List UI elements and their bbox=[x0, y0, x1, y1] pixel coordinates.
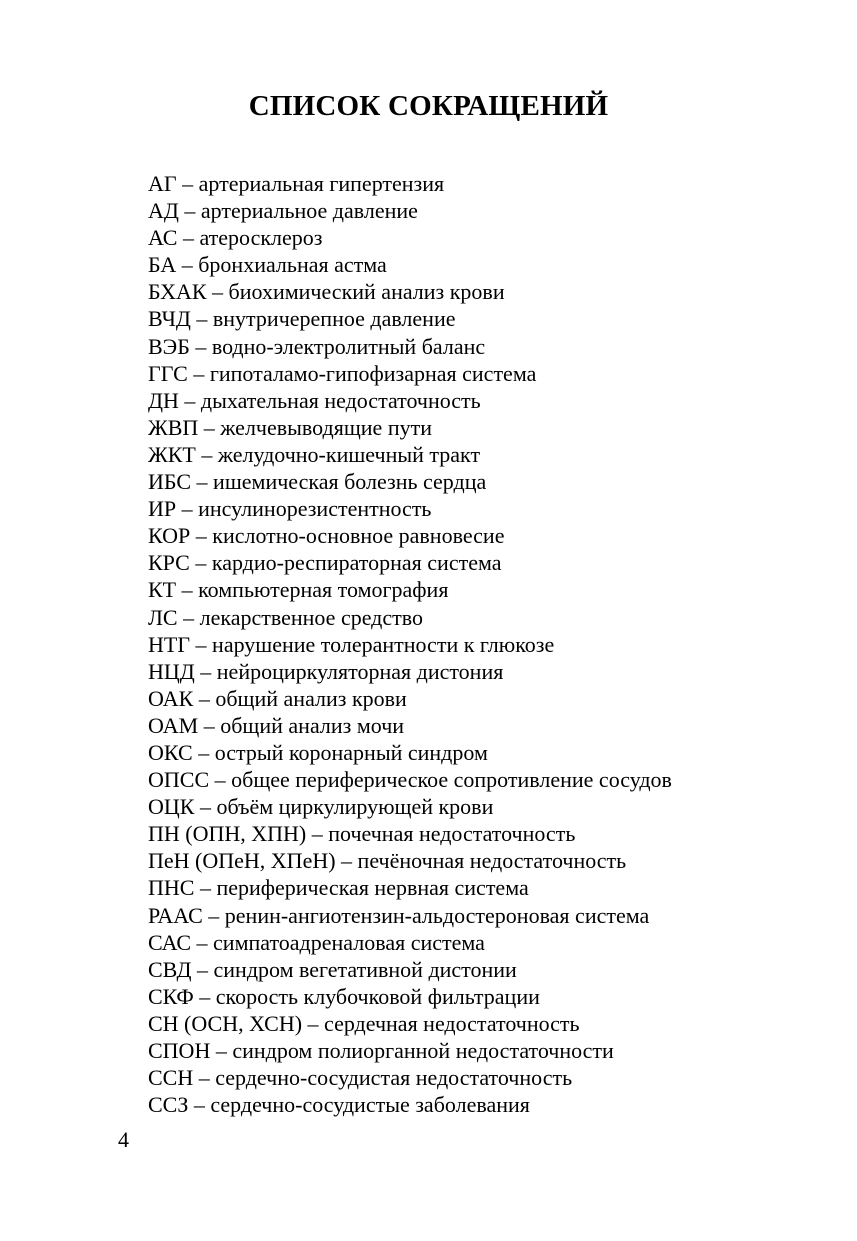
abbreviation-entry: АГ – артериальная гипертензия bbox=[148, 171, 445, 196]
abbreviation-entry: САС – симпатоадреналовая система bbox=[148, 929, 485, 955]
abbreviation-entry: ССН – сердечно-сосудистая недостаточность bbox=[148, 1065, 573, 1091]
abbreviation-entry: БА – бронхиальная астма bbox=[148, 252, 387, 278]
abbreviation-entry: СПОН – синдром полиорганной недостаточности bbox=[148, 1038, 614, 1063]
abbreviation-entry: ОАК – общий анализ крови bbox=[148, 685, 407, 711]
abbreviation-entry: ВЭБ – водно-электролитный баланс bbox=[148, 333, 486, 359]
abbreviation-entry: ЛС – лекарственное средство bbox=[148, 604, 423, 630]
abbreviation-entry: ССЗ – сердечно-сосудистые заболевания bbox=[148, 1092, 530, 1118]
abbreviation-entry: КОР – кислотно-основное равновесие bbox=[148, 523, 505, 549]
abbreviation-entry: ОАМ – общий анализ мочи bbox=[148, 712, 405, 738]
abbreviation-entry: АС – атеросклероз bbox=[148, 225, 323, 251]
abbreviation-entry: ИБС – ишемическая болезнь сердца bbox=[148, 469, 487, 495]
abbreviation-entry: ОЦК – объём циркулирующей крови bbox=[148, 794, 494, 820]
abbreviation-entry: НТГ – нарушение толерантности к глюкозе bbox=[148, 631, 555, 657]
abbreviation-entry: СН (ОСН, ХСН) – сердечная недостаточность bbox=[148, 1010, 580, 1036]
abbreviation-entry: ИР – инсулинорезистентность bbox=[148, 496, 432, 522]
abbreviation-entry: СВД – синдром вегетативной дистонии bbox=[148, 956, 517, 982]
abbreviation-entry: КТ – компьютерная томография bbox=[148, 577, 449, 603]
abbreviation-entry: РААС – ренин-ангиотензин-альдостероновая система bbox=[148, 902, 650, 928]
abbreviation-list bbox=[148, 170, 672, 1118]
page-number: 4 bbox=[118, 1127, 129, 1152]
abbreviation-entry: СКФ – скорость клубочковой фильтрации bbox=[148, 983, 540, 1009]
abbreviation-entry: ВЧД – внутричерепное давление bbox=[148, 306, 456, 332]
abbreviation-entry: ЖКТ – желудочно-кишечный тракт bbox=[148, 441, 481, 467]
abbreviation-entry: БХАК – биохимический анализ крови bbox=[148, 279, 505, 305]
abbreviation-entry: ОПСС – общее периферическое сопротивление сосудов bbox=[148, 767, 672, 793]
abbreviation-entry: ПеН (ОПеН, ХПеН) – печёночная недостаточность bbox=[148, 848, 627, 874]
page-title: СПИСОК СОКРАЩЕНИЙ bbox=[248, 90, 609, 122]
abbreviation-entry: ЖВП – желчевыводящие пути bbox=[148, 414, 432, 440]
abbreviation-entry: КРС – кардио-респираторная система bbox=[148, 550, 502, 576]
abbreviation-entry: ОКС – острый коронарный синдром bbox=[148, 739, 488, 765]
abbreviation-entry: ДН – дыхательная недостаточность bbox=[148, 387, 481, 413]
abbreviation-entry: НЦД – нейроциркуляторная дистония bbox=[148, 658, 504, 684]
abbreviation-entry: АД – артериальное давление bbox=[148, 198, 418, 224]
abbreviation-entry: ГГС – гипоталамо-гипофизарная система bbox=[148, 360, 537, 386]
abbreviation-entry: ПН (ОПН, ХПН) – почечная недостаточность bbox=[148, 821, 576, 847]
abbreviation-entry: ПНС – периферическая нервная система bbox=[148, 875, 529, 901]
